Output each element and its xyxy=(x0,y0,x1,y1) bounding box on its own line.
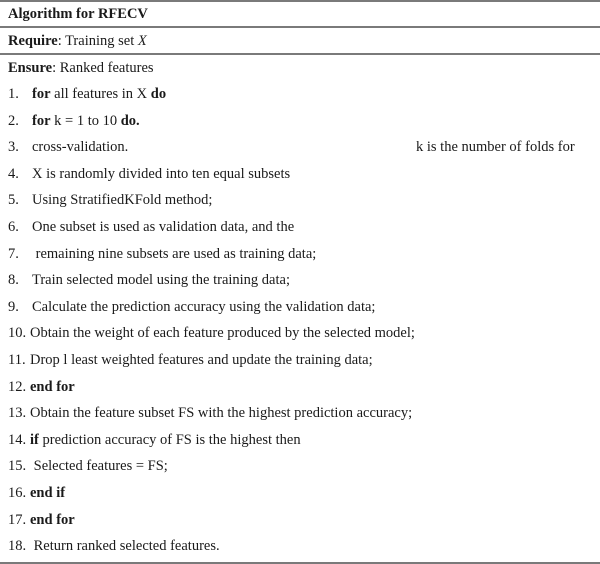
step-keyword: do. xyxy=(120,112,140,129)
step-text: Train selected model using the training data; xyxy=(32,272,290,289)
algorithm-step xyxy=(8,217,294,237)
step-number: 16. xyxy=(8,485,27,501)
algorithm-step xyxy=(8,297,375,317)
step-text: Obtain the weight of each feature produced by the selected model; xyxy=(30,325,415,342)
step-keyword: end for xyxy=(30,378,75,395)
step-number: 11. xyxy=(8,352,26,368)
step-number: 5. xyxy=(8,192,19,209)
step-number: 1. xyxy=(8,86,19,102)
algorithm-step xyxy=(8,350,373,370)
algorithm-step xyxy=(8,190,212,210)
algorithm-step xyxy=(8,164,290,184)
step-text: Selected features = FS; xyxy=(30,458,168,475)
step-number: 15. xyxy=(8,458,27,475)
step-number: 18. xyxy=(8,538,27,555)
step-number: 13. xyxy=(8,405,27,422)
step-number: 7. xyxy=(8,245,19,262)
step-comment: k is the number of folds for xyxy=(416,139,575,155)
step-text: Return ranked selected features. xyxy=(30,538,220,555)
step-number: 17. xyxy=(8,511,27,528)
algorithm-step xyxy=(8,483,65,503)
step-text: cross-validation. xyxy=(32,139,129,156)
algorithm-step xyxy=(8,270,290,290)
step-keyword: if xyxy=(30,431,39,448)
ensure-line: Ensure: Ranked features xyxy=(8,60,154,76)
top-rule xyxy=(0,0,600,2)
require-rule xyxy=(0,53,600,55)
algorithm-step xyxy=(8,244,316,264)
step-number: 8. xyxy=(8,272,19,289)
algorithm-step xyxy=(8,84,166,104)
step-text: remaining nine subsets are used as training data; xyxy=(32,245,317,262)
algorithm-title: Algorithm for RFECV xyxy=(8,6,148,22)
step-keyword: for xyxy=(32,112,51,129)
require-line: Require: Training set X xyxy=(8,33,147,49)
algorithm-step xyxy=(8,456,168,476)
step-text: prediction accuracy of FS is the highest then xyxy=(38,431,301,448)
step-text: Calculate the prediction accuracy using the validation data; xyxy=(32,298,376,315)
step-number: 2. xyxy=(8,112,19,129)
algorithm-step xyxy=(8,536,220,556)
step-number: 14. xyxy=(8,431,27,448)
step-number: 6. xyxy=(8,219,19,235)
algorithm-step xyxy=(8,430,301,450)
step-text: X is randomly divided into ten equal subsets xyxy=(32,165,291,182)
step-keyword: for xyxy=(32,86,51,102)
step-text: Drop l least weighted features and update the training data; xyxy=(30,352,373,368)
algorithm-step xyxy=(8,111,140,131)
title-rule xyxy=(0,26,600,28)
step-number: 9. xyxy=(8,298,19,315)
step-text: Obtain the feature subset FS with the highest prediction accuracy; xyxy=(30,405,413,422)
step-keyword: end for xyxy=(30,511,75,528)
step-text: One subset is used as validation data, and the xyxy=(32,219,295,235)
step-text: all features in X xyxy=(50,86,151,102)
step-number: 12. xyxy=(8,378,27,395)
step-text: Using StratifiedKFold method; xyxy=(32,192,213,209)
step-number: 3. xyxy=(8,139,19,156)
algorithm-step xyxy=(8,137,128,157)
algorithm-step xyxy=(8,377,75,397)
step-number: 4. xyxy=(8,165,19,182)
step-keyword: do xyxy=(150,86,167,102)
step-text: k = 1 to 10 xyxy=(50,112,121,129)
algorithm-step xyxy=(8,510,75,530)
step-number: 10. xyxy=(8,325,27,342)
algorithm-step xyxy=(8,323,415,343)
step-keyword: end if xyxy=(30,485,66,501)
algorithm-step xyxy=(8,403,412,423)
